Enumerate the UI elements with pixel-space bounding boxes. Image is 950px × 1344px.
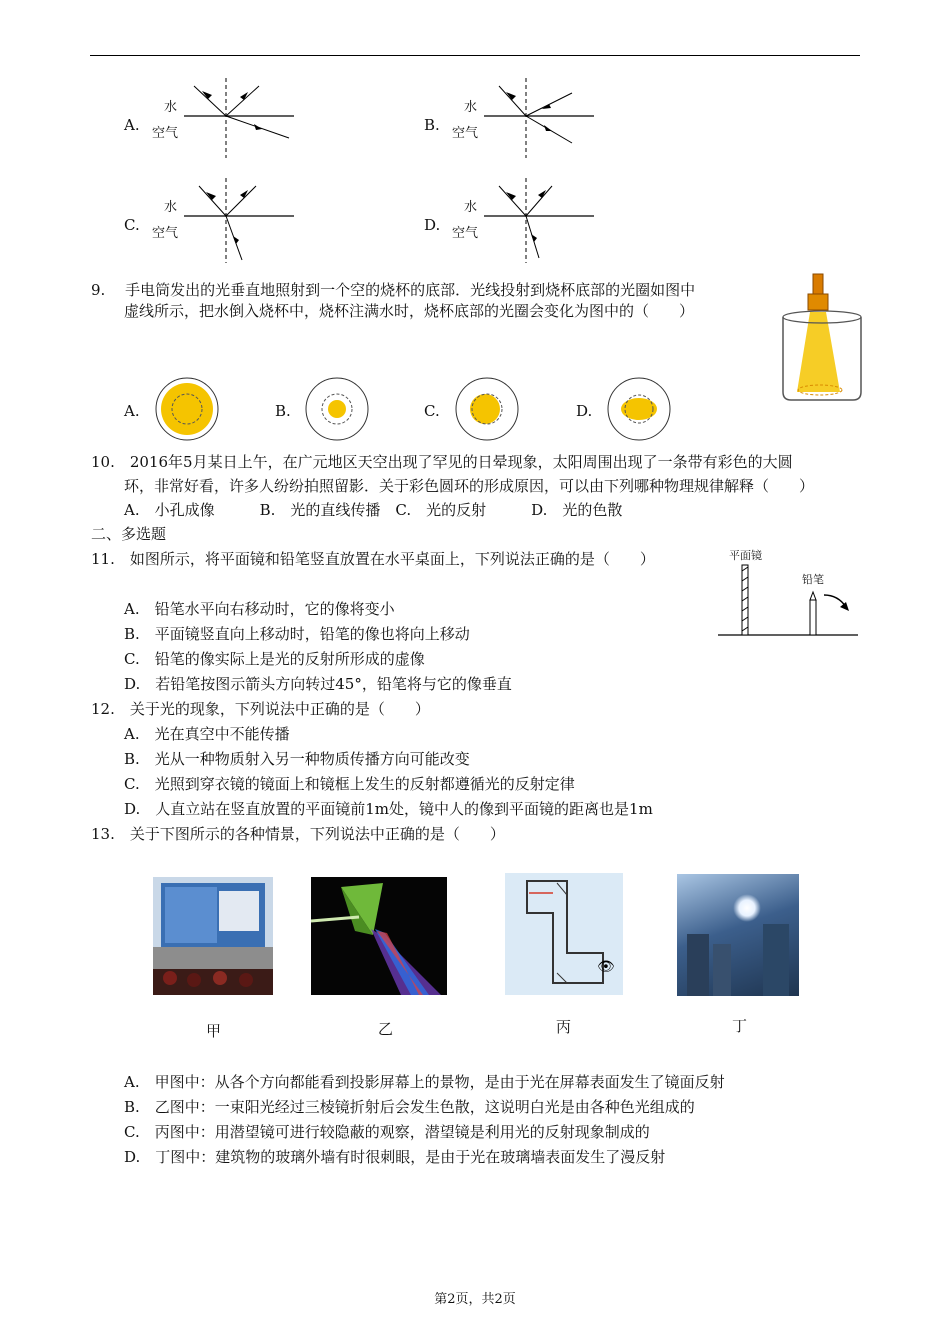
option-label: B. [275, 402, 291, 420]
circle-option-c [455, 377, 520, 442]
caption-yi: 乙 [378, 1020, 394, 1038]
circle-option-d [607, 377, 672, 442]
option-label: C. [424, 402, 440, 420]
option-label: A. [124, 116, 140, 134]
option-label: B. [424, 116, 440, 134]
svg-text:👁: 👁 [597, 959, 615, 975]
air-label: 空气 [452, 226, 479, 241]
q10-stem-line1: 10. 2016年5月某日上午，在广元地区天空出现了罕见的日晕现象，太阳周围出现了一条带有彩色的大圆 [91, 453, 793, 471]
option-label: D. [424, 216, 441, 234]
q8-option-d [424, 178, 604, 263]
q12-option-a: A. 光在真空中不能传播 [124, 725, 290, 743]
option-label: A. [124, 402, 140, 420]
q11-option-c: C. 铅笔的像实际上是光的反射所形成的虚像 [124, 650, 425, 668]
q13-option-b: B. 乙图中：一束阳光经过三棱镜折射后会发生色散，这说明白光是由各种色光组成的 [124, 1098, 695, 1116]
water-label: 水 [164, 200, 178, 215]
section-heading: 二、多选题 [91, 525, 167, 543]
q13-option-d: D. 丁图中：建筑物的玻璃外墙有时很刺眼，是由于光在玻璃墙表面发生了漫反射 [124, 1148, 666, 1166]
q12-option-d: D. 人直立站在竖直放置的平面镜前1m处，镜中人的像到平面镜的距离也是1m [124, 800, 653, 818]
header-rule [90, 55, 860, 56]
photo-bing-periscope [505, 873, 623, 995]
q11-stem: 11. 如图所示，将平面镜和铅笔竖直放置在水平桌面上，下列说法正确的是（ ） [91, 550, 655, 568]
q12-option-b: B. 光从一种物质射入另一种物质传播方向可能改变 [124, 750, 470, 768]
photo-ding-glass-building [677, 874, 799, 996]
circle-option-a [155, 377, 220, 442]
q10-stem-line2: 环，非常好看，许多人纷纷拍照留影．关于彩色圆环的形成原因，可以由下列哪种物理规律解释（ ） [124, 477, 815, 495]
water-label: 水 [464, 100, 478, 115]
refraction-diagram-a [164, 78, 304, 158]
beaker-flashlight-figure [775, 272, 870, 407]
refraction-diagram-b [464, 78, 604, 158]
caption-jia: 甲 [206, 1022, 222, 1040]
photo-yi-prism [311, 877, 447, 995]
q12-option-c: C. 光照到穿衣镜的镜面上和镜框上发生的反射都遵循光的反射定律 [124, 775, 575, 793]
q11-option-b: B. 平面镜竖直向上移动时，铅笔的像也将向上移动 [124, 625, 470, 643]
refraction-diagram-d [464, 178, 604, 263]
q8-option-a [124, 78, 304, 158]
q10-options: A. 小孔成像 B. 光的直线传播 C. 光的反射 D. 光的色散 [124, 501, 623, 519]
air-label: 空气 [152, 226, 179, 241]
q13-option-a: A. 甲图中：从各个方向都能看到投影屏幕上的景物，是由于光在屏幕表面发生了镜面反射 [124, 1073, 725, 1091]
mirror-pencil-figure [716, 545, 861, 640]
caption-bing: 丙 [556, 1018, 572, 1036]
mirror-pencil-drawing [716, 545, 861, 640]
q13-stem: 13. 关于下图所示的各种情景，下列说法中正确的是（ ） [91, 825, 505, 843]
circle-option-b [305, 377, 370, 442]
photo-jia-classroom [153, 877, 273, 995]
page-footer: 第2页，共2页 [434, 1292, 516, 1307]
q12-stem: 12. 关于光的现象，下列说法中正确的是（ ） [91, 700, 430, 718]
refraction-diagram-c [164, 178, 304, 263]
option-label: C. [124, 216, 140, 234]
option-label: D. [576, 402, 593, 420]
q11-option-d: D. 若铅笔按图示箭头方向转过45°，铅笔将与它的像垂直 [124, 675, 512, 693]
q8-option-c [124, 178, 304, 263]
q9-stem-line1: 9. 手电筒发出的光垂直地照射到一个空的烧杯的底部．光线投射到烧杯底部的光圈如图中 [91, 281, 696, 299]
water-label: 水 [164, 100, 178, 115]
q13-option-c: C. 丙图中：用潜望镜可进行较隐蔽的观察，潜望镜是利用光的反射现象制成的 [124, 1123, 650, 1141]
pencil-label: 铅笔 [802, 573, 824, 586]
q11-option-a: A. 铅笔水平向右移动时，它的像将变小 [124, 600, 395, 618]
caption-ding: 丁 [732, 1017, 748, 1035]
mirror-label: 平面镜 [729, 549, 762, 562]
air-label: 空气 [152, 126, 179, 141]
water-label: 水 [464, 200, 478, 215]
q9-stem-line2: 虚线所示，把水倒入烧杯中，烧杯注满水时，烧杯底部的光圈会变化为图中的（ ） [124, 302, 695, 320]
air-label: 空气 [452, 126, 479, 141]
q8-option-b [424, 78, 604, 158]
